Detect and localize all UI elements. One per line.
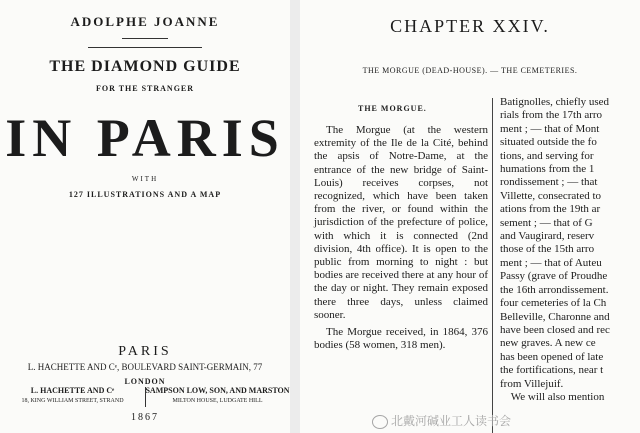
text-column-left bbox=[314, 124, 488, 352]
imprint-separator bbox=[145, 387, 146, 407]
chapter-page bbox=[300, 0, 640, 433]
book-title: THE DIAMOND GUIDE bbox=[49, 58, 241, 75]
watermark-text: 北戴河碱业工人读书会 bbox=[391, 414, 512, 428]
publication-year: 1867 bbox=[131, 412, 159, 423]
imprint-london: LONDON bbox=[124, 377, 166, 386]
text-column-right: Batignolles, chiefly used rials from the 17th arro ment ; — that of Mont situated outside the fo tions, and serving for humations from the 1 rondissement ; — that Villette, consecrated to ations from the 19th ar sement ; — that of G and Vaugirard, reserv those of the 15th arro ment ; — that of Auteu Passy (grave of Proudhe the 16th arrondissement. four cemeteries of la Ch Belleville, Charonne and have been closed and rec new graves. A new ce has been opened of late the fortifications, near t from Villejuif. We will also mention bbox=[500, 96, 610, 403]
london-address-left: 18, KING WILLIAM STREET, STRAND bbox=[21, 398, 124, 404]
divider-short bbox=[122, 38, 168, 39]
london-publisher-right: SAMPSON LOW, SON, AND MARSTON bbox=[145, 386, 290, 395]
london-publisher-left: L. HACHETTE AND Cᵉ bbox=[30, 386, 115, 395]
chapter-subtitle: THE MORGUE (DEAD-HOUSE). — THE CEMETERIES. bbox=[362, 66, 578, 75]
author-name: ADOLPHE JOANNE bbox=[70, 14, 220, 29]
section-heading: THE MORGUE. bbox=[358, 104, 427, 113]
paragraph-morgue: The Morgue (at the western extremity of the Ile de la Cité, behind the apsis of Notre-Dame, at the entrance of the new bridge of Saint-Louis) receives corpses, not recognized, which have been taken from the river, or found within the jurisdiction of the prefecture of police, with which it is connected (2nd division, 4th office). It is open to the public from morning to night : but bodies are received there at any hour of the day or night. They remain exposed there three days, unless claimed sooner. bbox=[314, 124, 488, 321]
illustrations-note: 127 ILLUSTRATIONS AND A MAP bbox=[68, 190, 222, 199]
watermark bbox=[372, 412, 511, 429]
with-label: WITH bbox=[131, 175, 159, 183]
divider-long bbox=[88, 47, 202, 48]
wechat-icon bbox=[372, 415, 388, 429]
book-title-city: IN PARIS bbox=[5, 108, 285, 168]
chapter-heading: CHAPTER XXIV. bbox=[390, 16, 550, 36]
column-separator bbox=[492, 98, 493, 433]
imprint-publisher: L. HACHETTE AND Cᵉ, BOULEVARD SAINT-GERMAIN, 77 bbox=[27, 362, 263, 372]
paragraph-morgue-stats: The Morgue received, in 1864, 376 bodies (58 women, 318 men). bbox=[314, 326, 488, 352]
page-gutter bbox=[290, 0, 300, 433]
book-subtitle: FOR THE STRANGER bbox=[95, 84, 195, 93]
london-address-right: MILTON HOUSE, LUDGATE HILL bbox=[172, 398, 263, 404]
title-page bbox=[0, 0, 290, 433]
imprint-city: PARIS bbox=[118, 344, 172, 359]
